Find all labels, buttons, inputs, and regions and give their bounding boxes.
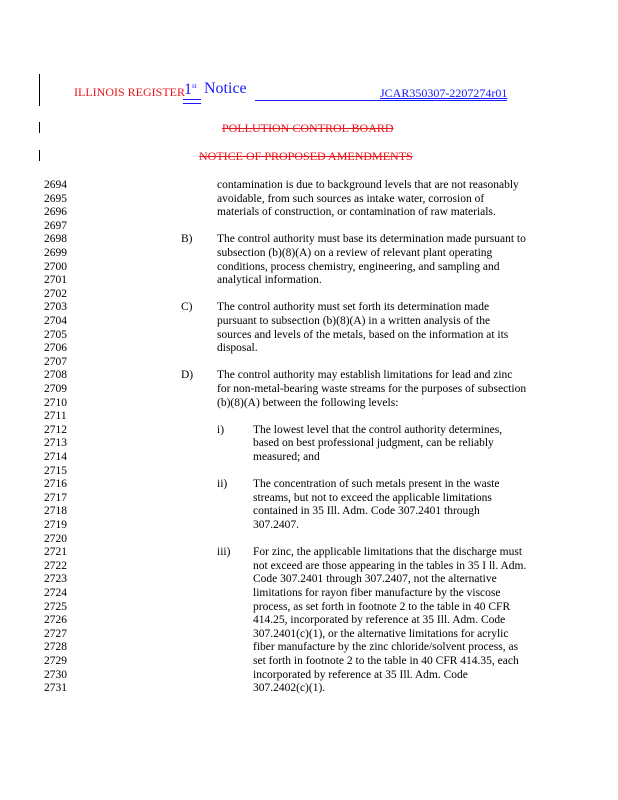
text-line: 307.2402(c)(1).	[253, 682, 326, 695]
item-label: B)	[181, 233, 193, 246]
text-line: For zinc, the applicable limitations that the discharge must	[253, 546, 523, 559]
notice-title: Notice	[204, 80, 247, 97]
line-number: 2700	[44, 260, 67, 273]
text-line: (b)(8)(A) between the following levels:	[217, 396, 399, 409]
notice-subtitle: NOTICE OF PROPOSED AMENDMENTS	[199, 149, 413, 163]
text-line: The concentration of such metals present in the waste	[253, 478, 500, 491]
line-number: 2705	[44, 328, 67, 341]
text-line: The lowest level that the control authority determines,	[253, 423, 503, 436]
line-number: 2696	[44, 206, 67, 219]
item-label: C)	[181, 301, 193, 314]
line-number: 2714	[44, 451, 67, 463]
text-line: 414.25, incorporated by reference at 35 Ill. Adm. Code	[253, 614, 506, 627]
line-number: 2719	[44, 519, 67, 531]
line-number: 2722	[44, 559, 67, 572]
text-line: The control authority may establish limitations for lead and zinc	[217, 369, 513, 382]
text-line: analytical information.	[217, 274, 322, 287]
line-number: 2703	[44, 301, 67, 314]
line-number: 2697	[44, 219, 67, 232]
text-line: contained in 35 Ill. Adm. Code 307.2401 through	[253, 505, 480, 518]
text-line: The control authority must set forth its determination made	[217, 301, 490, 314]
agency-name: POLLUTION CONTROL BOARD	[222, 121, 394, 135]
text-line: streams, but not to exceed the applicable limitations	[253, 491, 492, 504]
line-number: 2698	[44, 233, 67, 246]
line-number: 2709	[44, 383, 67, 395]
text-line: measured; and	[253, 451, 320, 463]
line-number: 2727	[44, 627, 67, 640]
page-number-underline	[183, 103, 201, 104]
line-number: 2704	[44, 315, 67, 327]
item-label: i)	[217, 423, 225, 436]
register-title: ILLINOIS REGISTER	[74, 85, 185, 99]
doc-id: JCAR350307-2207274r01	[380, 86, 508, 100]
text-line: Code 307.2401 through 307.2407, not the alternative	[253, 573, 497, 586]
item-label: iii)	[217, 546, 231, 559]
text-line: set forth in footnote 2 to the table in 40 CFR 414.35, each	[253, 655, 519, 667]
line-number: 2717	[44, 491, 67, 504]
line-number: 2694	[44, 179, 67, 191]
page-number-underline	[183, 99, 201, 100]
text-line: incorporated by reference at 35 Ill. Adm. Code	[253, 668, 468, 681]
line-number: 2724	[44, 587, 67, 599]
text-line: disposal.	[217, 342, 258, 355]
line-number: 2725	[44, 600, 67, 613]
line-number: 2712	[44, 423, 67, 436]
line-number: 2695	[44, 192, 67, 205]
text-line: conditions, process chemistry, engineering, and sampling and	[217, 260, 500, 273]
text-line: fiber manufacture by the zinc chloride/solvent process, as	[253, 641, 519, 654]
text-line: based on best professional judgment, can be reliably	[253, 437, 494, 450]
text-line: The control authority must base its determination made pursuant to	[217, 233, 526, 246]
line-number: 2699	[44, 247, 67, 259]
line-number: 2708	[44, 369, 67, 382]
text-line: 307.2407.	[253, 519, 299, 531]
item-label: ii)	[217, 478, 228, 491]
text-line: for non-metal-bearing waste streams for the purposes of subsection	[217, 383, 527, 395]
line-number: 2721	[44, 546, 67, 559]
line-number: 2706	[44, 342, 67, 355]
text-line: avoidable, from such sources as intake water, corrosion of	[217, 192, 485, 205]
line-number: 2713	[44, 437, 67, 450]
text-line: limitations for rayon fiber manufacture by the viscose	[253, 587, 501, 599]
line-number: 2707	[44, 355, 67, 368]
text-line: sources and levels of the metals, based on the information at its	[217, 328, 509, 341]
line-number: 2711	[44, 410, 67, 423]
line-number: 2701	[44, 274, 67, 287]
line-number: 2720	[44, 532, 67, 545]
line-number: 2731	[44, 682, 67, 695]
text-line: contamination is due to background levels that are not reasonably	[217, 179, 519, 191]
change-bar	[39, 122, 40, 133]
line-number: 2730	[44, 668, 67, 681]
line-number: 2716	[44, 478, 67, 491]
text-line: pursuant to subsection (b)(8)(A) in a written analysis of the	[217, 315, 491, 327]
line-number: 2728	[44, 641, 67, 654]
line-number: 2715	[44, 464, 67, 477]
line-number: 2718	[44, 505, 67, 518]
change-bar	[39, 150, 40, 161]
page-number: 1st	[184, 81, 197, 98]
line-number: 2702	[44, 287, 67, 300]
text-line: subsection (b)(8)(A) on a review of relevant plant operating	[217, 247, 493, 259]
text-line: not exceed are those appearing in the tables in 35 I ll. Adm.	[253, 559, 527, 572]
item-label: D)	[181, 369, 194, 382]
text-line: materials of construction, or contamination of raw materials.	[217, 206, 496, 219]
text-line: 307.2401(c)(1), or the alternative limitations for acrylic	[253, 627, 509, 640]
line-number: 2710	[44, 396, 67, 409]
line-number: 2723	[44, 573, 67, 586]
line-number: 2726	[44, 614, 67, 627]
text-line: process, as set forth in footnote 2 to the table in 40 CFR	[253, 600, 511, 613]
change-bar	[39, 74, 40, 106]
line-number: 2729	[44, 655, 67, 667]
